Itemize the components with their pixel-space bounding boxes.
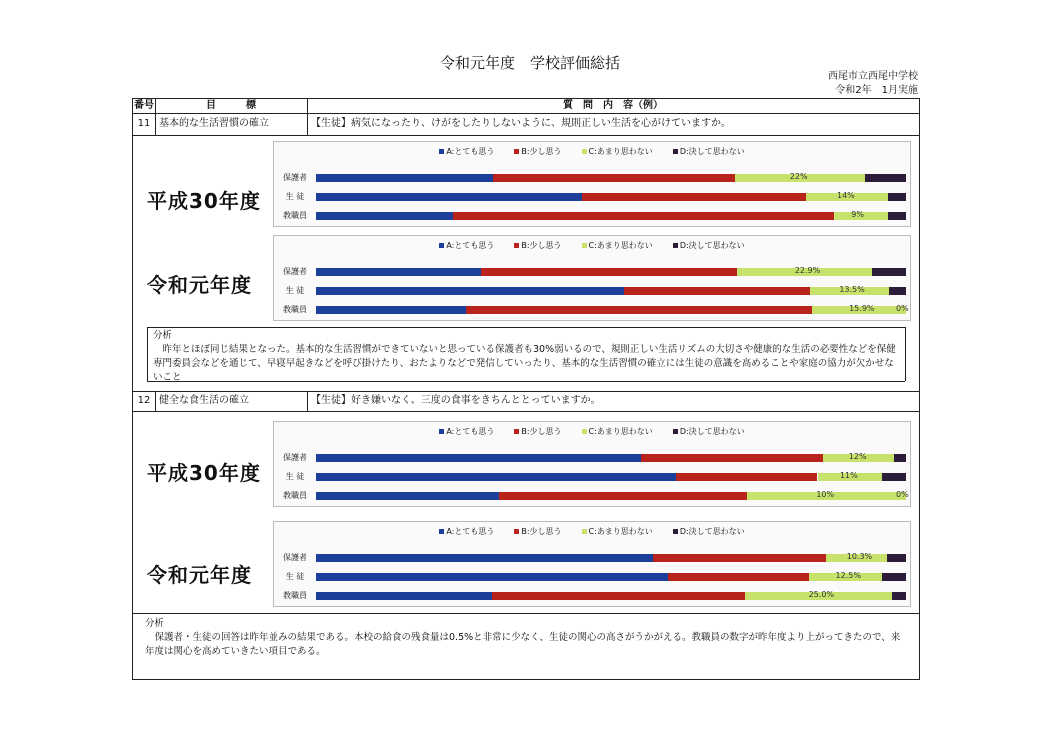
bar-row-label: 生 徒: [285, 472, 305, 481]
stacked-bar: [316, 592, 906, 600]
stacked-bar: [316, 268, 906, 276]
bar-segment-A: [316, 454, 641, 462]
bar-row-label: 教職員: [283, 305, 307, 314]
legend-swatch: [439, 149, 444, 154]
legend-label: C:あまり思わない: [588, 427, 653, 436]
bar-segment-A: [316, 287, 624, 295]
bar-segment-D: [872, 268, 906, 276]
evaluation-table: [132, 98, 920, 680]
legend-entry: [582, 427, 653, 436]
legend-label: B:少し思う: [521, 241, 562, 250]
survey-date: 令和2年 1月実施: [835, 85, 918, 96]
legend-swatch: [673, 429, 678, 434]
bar-segment-B: [481, 268, 737, 276]
legend-label: B:少し思う: [521, 527, 562, 536]
school-info: [700, 70, 918, 98]
stacked-bar: [316, 473, 906, 481]
segment-label: 14%: [837, 191, 855, 200]
section-11-analysis: [153, 329, 903, 385]
bar-segment-B: [653, 554, 826, 562]
bar-row-label: 教職員: [283, 491, 307, 500]
segment-label: 13.5%: [839, 285, 865, 294]
legend-label: C:あまり思わない: [588, 147, 653, 156]
segment-label: 9%: [851, 210, 864, 219]
legend-swatch: [439, 243, 444, 248]
legend-entry: [673, 147, 745, 156]
segment-label: 0%: [896, 304, 909, 313]
segment-label: 0%: [896, 490, 909, 499]
segment-label: 10%: [816, 490, 835, 499]
legend-entry: [582, 241, 653, 250]
legend-label: B:少し思う: [521, 147, 562, 156]
bar-segment-D: [887, 554, 906, 562]
bar-segment-D: [888, 212, 906, 220]
bar-row-label: 保護者: [283, 173, 307, 182]
section-12-year-h30: 平成30年度: [147, 461, 261, 485]
section-11-year-h30: 平成30年度: [147, 189, 261, 213]
col-question-header: 質 問 内 容（例）: [563, 100, 663, 111]
bar-segment-D: [894, 454, 906, 462]
legend-swatch: [673, 149, 678, 154]
legend-entry: [514, 527, 561, 536]
bar-segment-B: [582, 193, 806, 201]
bar-segment-B: [499, 492, 747, 500]
bar-row-label: 保護者: [283, 553, 307, 562]
chart-legend: [274, 146, 910, 157]
legend-swatch: [582, 529, 587, 534]
bar-row-label: 保護者: [283, 267, 307, 276]
legend-entry: [582, 147, 653, 156]
legend-label: D:決して思わない: [679, 147, 745, 156]
bar-segment-A: [316, 492, 499, 500]
legend-label: C:あまり思わない: [588, 241, 653, 250]
stacked-bar: [316, 490, 909, 500]
bar-row-label: 生 徒: [285, 286, 305, 295]
section-11-question: 【生徒】病気になったり、けがをしたりしないように、規則正しい生活を心がけていますか。: [311, 118, 731, 129]
bar-segment-D: [888, 193, 906, 201]
legend-label: A:とても思う: [446, 241, 495, 250]
legend-swatch: [582, 243, 587, 248]
legend-swatch: [673, 529, 678, 534]
legend-label: A:とても思う: [446, 147, 495, 156]
legend-swatch: [514, 429, 519, 434]
section-12-number: 12: [137, 395, 151, 406]
legend-entry: [439, 427, 494, 436]
legend-entry: [439, 241, 494, 250]
stacked-bar: [316, 304, 909, 314]
bar-segment-B: [453, 212, 834, 220]
section-11-chart-h30: [273, 141, 911, 227]
bar-row-label: 教職員: [283, 591, 307, 600]
section-11-chart-r1: [273, 235, 911, 321]
bar-segment-B: [624, 287, 810, 295]
bar-segment-A: [316, 306, 466, 314]
legend-entry: [439, 147, 494, 156]
legend-entry: [673, 241, 745, 250]
legend-entry: [514, 241, 561, 250]
analysis-title: 分析: [145, 618, 165, 629]
segment-label: 10.3%: [846, 552, 873, 561]
bar-segment-D: [865, 174, 906, 182]
bar-segment-B: [668, 573, 808, 581]
col-goal-header: 目 標: [206, 100, 256, 111]
segment-label: 12.5%: [835, 571, 861, 580]
legend-swatch: [439, 429, 444, 434]
legend-entry: [514, 427, 561, 436]
bar-segment-D: [892, 592, 906, 600]
segment-label: 12%: [848, 452, 867, 461]
bar-segment-B: [492, 592, 745, 600]
segment-label: 15.9%: [849, 304, 875, 313]
page-title: 令和元年度 学校評価総括: [439, 54, 620, 72]
legend-swatch: [673, 243, 678, 248]
analysis-text: 保護者・生徒の回答は昨年並みの結果である。本校の給食の残食量は0.5%と非常に少なく、生徒の関心の高さがうかがえる。教職員の数字が昨年度より上がってきたので、来年度は関心を高めていきたい項目である。: [145, 632, 901, 657]
legend-label: D:決して思わない: [679, 427, 745, 436]
bar-segment-D: [882, 473, 906, 481]
bar-segment-A: [316, 174, 493, 182]
stacked-bar: [316, 554, 906, 562]
legend-label: A:とても思う: [446, 527, 495, 536]
bar-row-label: 教職員: [283, 211, 307, 220]
bar-segment-B: [676, 473, 818, 481]
legend-label: A:とても思う: [446, 427, 495, 436]
bar-segment-A: [316, 592, 492, 600]
segment-label: 25.0%: [808, 590, 835, 599]
bar-segment-A: [316, 268, 481, 276]
chart-legend: [274, 526, 910, 537]
segment-label: 11%: [839, 471, 858, 480]
analysis-text: 昨年とほぼ同じ結果となった。基本的な生活習慣ができていないと思っている保護者も30%弱いるので、規則正しい生活リズムの大切さや健康的な生活の必要性などを保健専門委員会などを通じて、早寝早起きなどを呼び掛けたり、おたよりなどで発信していったり、基本的な生活習慣の確立には生徒の意識を高めることや家庭の協力が欠かせないこと: [153, 344, 896, 383]
bar-segment-B: [466, 306, 812, 314]
section-12-question: 【生徒】好き嫌いなく、三度の食事をきちんととっていますか。: [311, 395, 601, 406]
stacked-bar: [316, 573, 906, 581]
school-name: 西尾市立西尾中学校: [828, 71, 918, 82]
col-number-header: 番号: [134, 100, 154, 111]
legend-swatch: [582, 429, 587, 434]
segment-label: 22%: [789, 172, 808, 181]
legend-label: B:少し思う: [521, 427, 562, 436]
legend-entry: [582, 527, 653, 536]
bar-segment-A: [316, 554, 653, 562]
stacked-bar: [316, 174, 906, 182]
legend-swatch: [439, 529, 444, 534]
section-11-goal: 基本的な生活習慣の確立: [159, 118, 269, 129]
legend-label: D:決して思わない: [679, 527, 745, 536]
legend-swatch: [514, 149, 519, 154]
legend-swatch: [514, 243, 519, 248]
bar-row-label: 生 徒: [285, 572, 305, 581]
legend-entry: [439, 527, 494, 536]
chart-legend: [274, 426, 910, 437]
bar-row-label: 生 徒: [285, 192, 305, 201]
chart-legend: [274, 240, 910, 251]
stacked-bar: [316, 454, 906, 462]
section-11-number: 11: [137, 118, 151, 129]
bar-segment-D: [889, 287, 906, 295]
section-11-year-r1: 令和元年度: [147, 273, 252, 297]
bar-segment-A: [316, 573, 668, 581]
stacked-bar: [316, 212, 906, 220]
stacked-bar: [316, 287, 906, 295]
bar-segment-B: [493, 174, 735, 182]
bar-segment-A: [316, 193, 582, 201]
analysis-title: 分析: [153, 330, 173, 341]
segment-label: 22.9%: [794, 266, 821, 275]
bar-row-label: 保護者: [283, 453, 307, 462]
legend-label: C:あまり思わない: [588, 527, 653, 536]
legend-swatch: [514, 529, 519, 534]
legend-entry: [514, 147, 561, 156]
section-12-chart-h30: [273, 421, 911, 507]
section-12-goal: 健全な食生活の確立: [159, 395, 249, 406]
legend-entry: [673, 427, 745, 436]
section-12-chart-r1: [273, 521, 911, 607]
legend-swatch: [582, 149, 587, 154]
bar-segment-A: [316, 473, 676, 481]
section-12-analysis: [145, 617, 905, 659]
bar-segment-A: [316, 212, 453, 220]
bar-segment-D: [882, 573, 906, 581]
section-12-year-r1: 令和元年度: [147, 563, 252, 587]
legend-entry: [673, 527, 745, 536]
bar-segment-B: [641, 454, 824, 462]
legend-label: D:決して思わない: [679, 241, 745, 250]
stacked-bar: [316, 193, 906, 201]
